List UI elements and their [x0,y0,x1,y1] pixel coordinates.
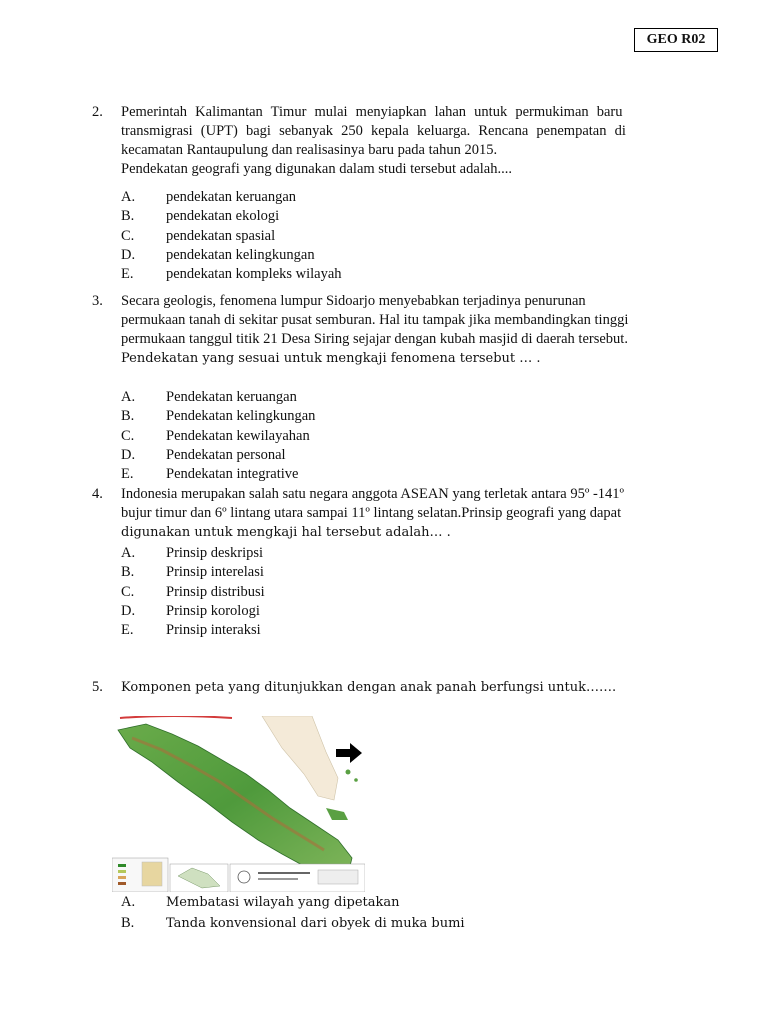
option-text: Prinsip korologi [166,602,260,619]
option-text: Pendekatan kewilayahan [166,427,310,444]
option-d[interactable] [121,246,674,265]
option-c[interactable] [121,583,674,602]
option-text: Pendekatan integrative [166,466,299,483]
option-letter: E. [121,466,134,483]
option-text: Pendekatan keruangan [166,389,297,405]
options-list [121,544,674,640]
option-text: Prinsip interaksi [166,622,261,639]
question-3 [92,292,674,484]
option-c[interactable] [121,427,674,446]
option-text: Pendekatan personal [166,446,286,463]
option-letter: A. [121,894,136,910]
question-line: Komponen peta yang ditunjukkan dengan anak panah berfungsi untuk……. [121,680,617,695]
option-letter: B. [121,208,135,225]
option-letter: A. [121,189,136,205]
question-text [121,678,674,697]
question-line: Indonesia merupakan salah satu negara anggota ASEAN yang terletak antara 95º -141º [121,486,625,502]
option-text: pendekatan kompleks wilayah [166,266,342,283]
option-letter: E. [121,266,134,283]
question-line: digunakan untuk mengkaji hal tersebut adalah… . [121,525,451,540]
option-letter: B. [121,408,135,425]
question-2 [92,103,674,284]
question-line: bujur timur dan 6º lintang utara sampai 11º lintang selatan.Prinsip geografi yang dapat [121,505,622,521]
option-d[interactable] [121,602,674,621]
option-e[interactable] [121,265,674,284]
options-list [121,893,674,935]
option-e[interactable] [121,465,674,484]
question-5-options [92,893,674,935]
exam-code: GEO R02 [646,32,706,47]
question-line: Pendekatan geografi yang digunakan dalam studi tersebut adalah.... [121,161,512,177]
option-a[interactable] [121,544,674,563]
question-line: Pemerintah Kalimantan Timur mulai menyiapkan lahan untuk permukiman baru [121,104,623,120]
option-letter: D. [121,602,136,619]
option-text: Prinsip deskripsi [166,545,264,561]
option-letter: C. [121,427,135,444]
question-line: Pendekatan yang sesuai untuk mengkaji fenomena tersebut … . [121,351,541,366]
option-text: pendekatan kelingkungan [166,246,315,263]
question-line: Secara geologis, fenomena lumpur Sidoarjo menyebabkan terjadinya penurunan [121,293,586,309]
option-letter: C. [121,227,135,244]
question-line: permukaan tanggul titik 21 Desa Siring sejajar dengan kubah masjid di daerah tersebut. [121,331,628,347]
option-c[interactable] [121,227,674,246]
exam-code-box [634,28,718,52]
option-letter: B. [121,564,135,581]
option-b[interactable] [121,563,674,582]
question-text [121,103,674,179]
option-e[interactable] [121,621,674,640]
question-5 [92,678,674,697]
option-text: Prinsip interelasi [166,564,264,581]
question-line: transmigrasi (UPT) bagi sebanyak 250 kepala keluarga. Rencana penempatan di [121,123,626,139]
option-a[interactable] [121,188,674,207]
option-d[interactable] [121,446,674,465]
option-text: pendekatan spasial [166,227,276,244]
option-a[interactable] [121,388,674,407]
option-letter: B. [121,915,135,931]
question-number: 4. [92,486,103,502]
option-text: Prinsip distribusi [166,583,265,600]
option-letter: D. [121,246,136,263]
option-b[interactable] [121,407,674,426]
question-text [121,485,674,542]
option-letter: A. [121,389,136,405]
map-islet [354,778,358,782]
option-letter: A. [121,545,136,561]
option-b[interactable] [121,207,674,226]
option-b[interactable] [121,914,674,935]
option-letter: C. [121,583,135,600]
option-text: pendekatan keruangan [166,189,297,205]
options-list [121,188,674,284]
options-list [121,388,674,484]
question-text [121,292,674,368]
option-letter: D. [121,446,136,463]
option-text: pendekatan ekologi [166,208,280,225]
question-number: 2. [92,104,103,120]
question-line: kecamatan Rantaupulung dan realisasinya baru pada tahun 2015. [121,142,498,158]
option-letter: E. [121,622,134,639]
map-graphic [112,716,365,892]
question-4 [92,485,674,640]
question-number: 5. [92,679,103,695]
option-text: Pendekatan kelingkungan [166,408,316,425]
map-islet [346,770,351,775]
question-line: permukaan tanah di sekitar pusat semburan. Hal itu tampak jika membandingkan tinggi [121,312,629,328]
question-number: 3. [92,293,103,309]
option-a[interactable] [121,893,674,914]
option-text: Membatasi wilayah yang dipetakan [166,895,400,910]
sumatra-map-image [112,716,365,892]
option-text: Tanda konvensional dari obyek di muka bumi [166,916,465,931]
